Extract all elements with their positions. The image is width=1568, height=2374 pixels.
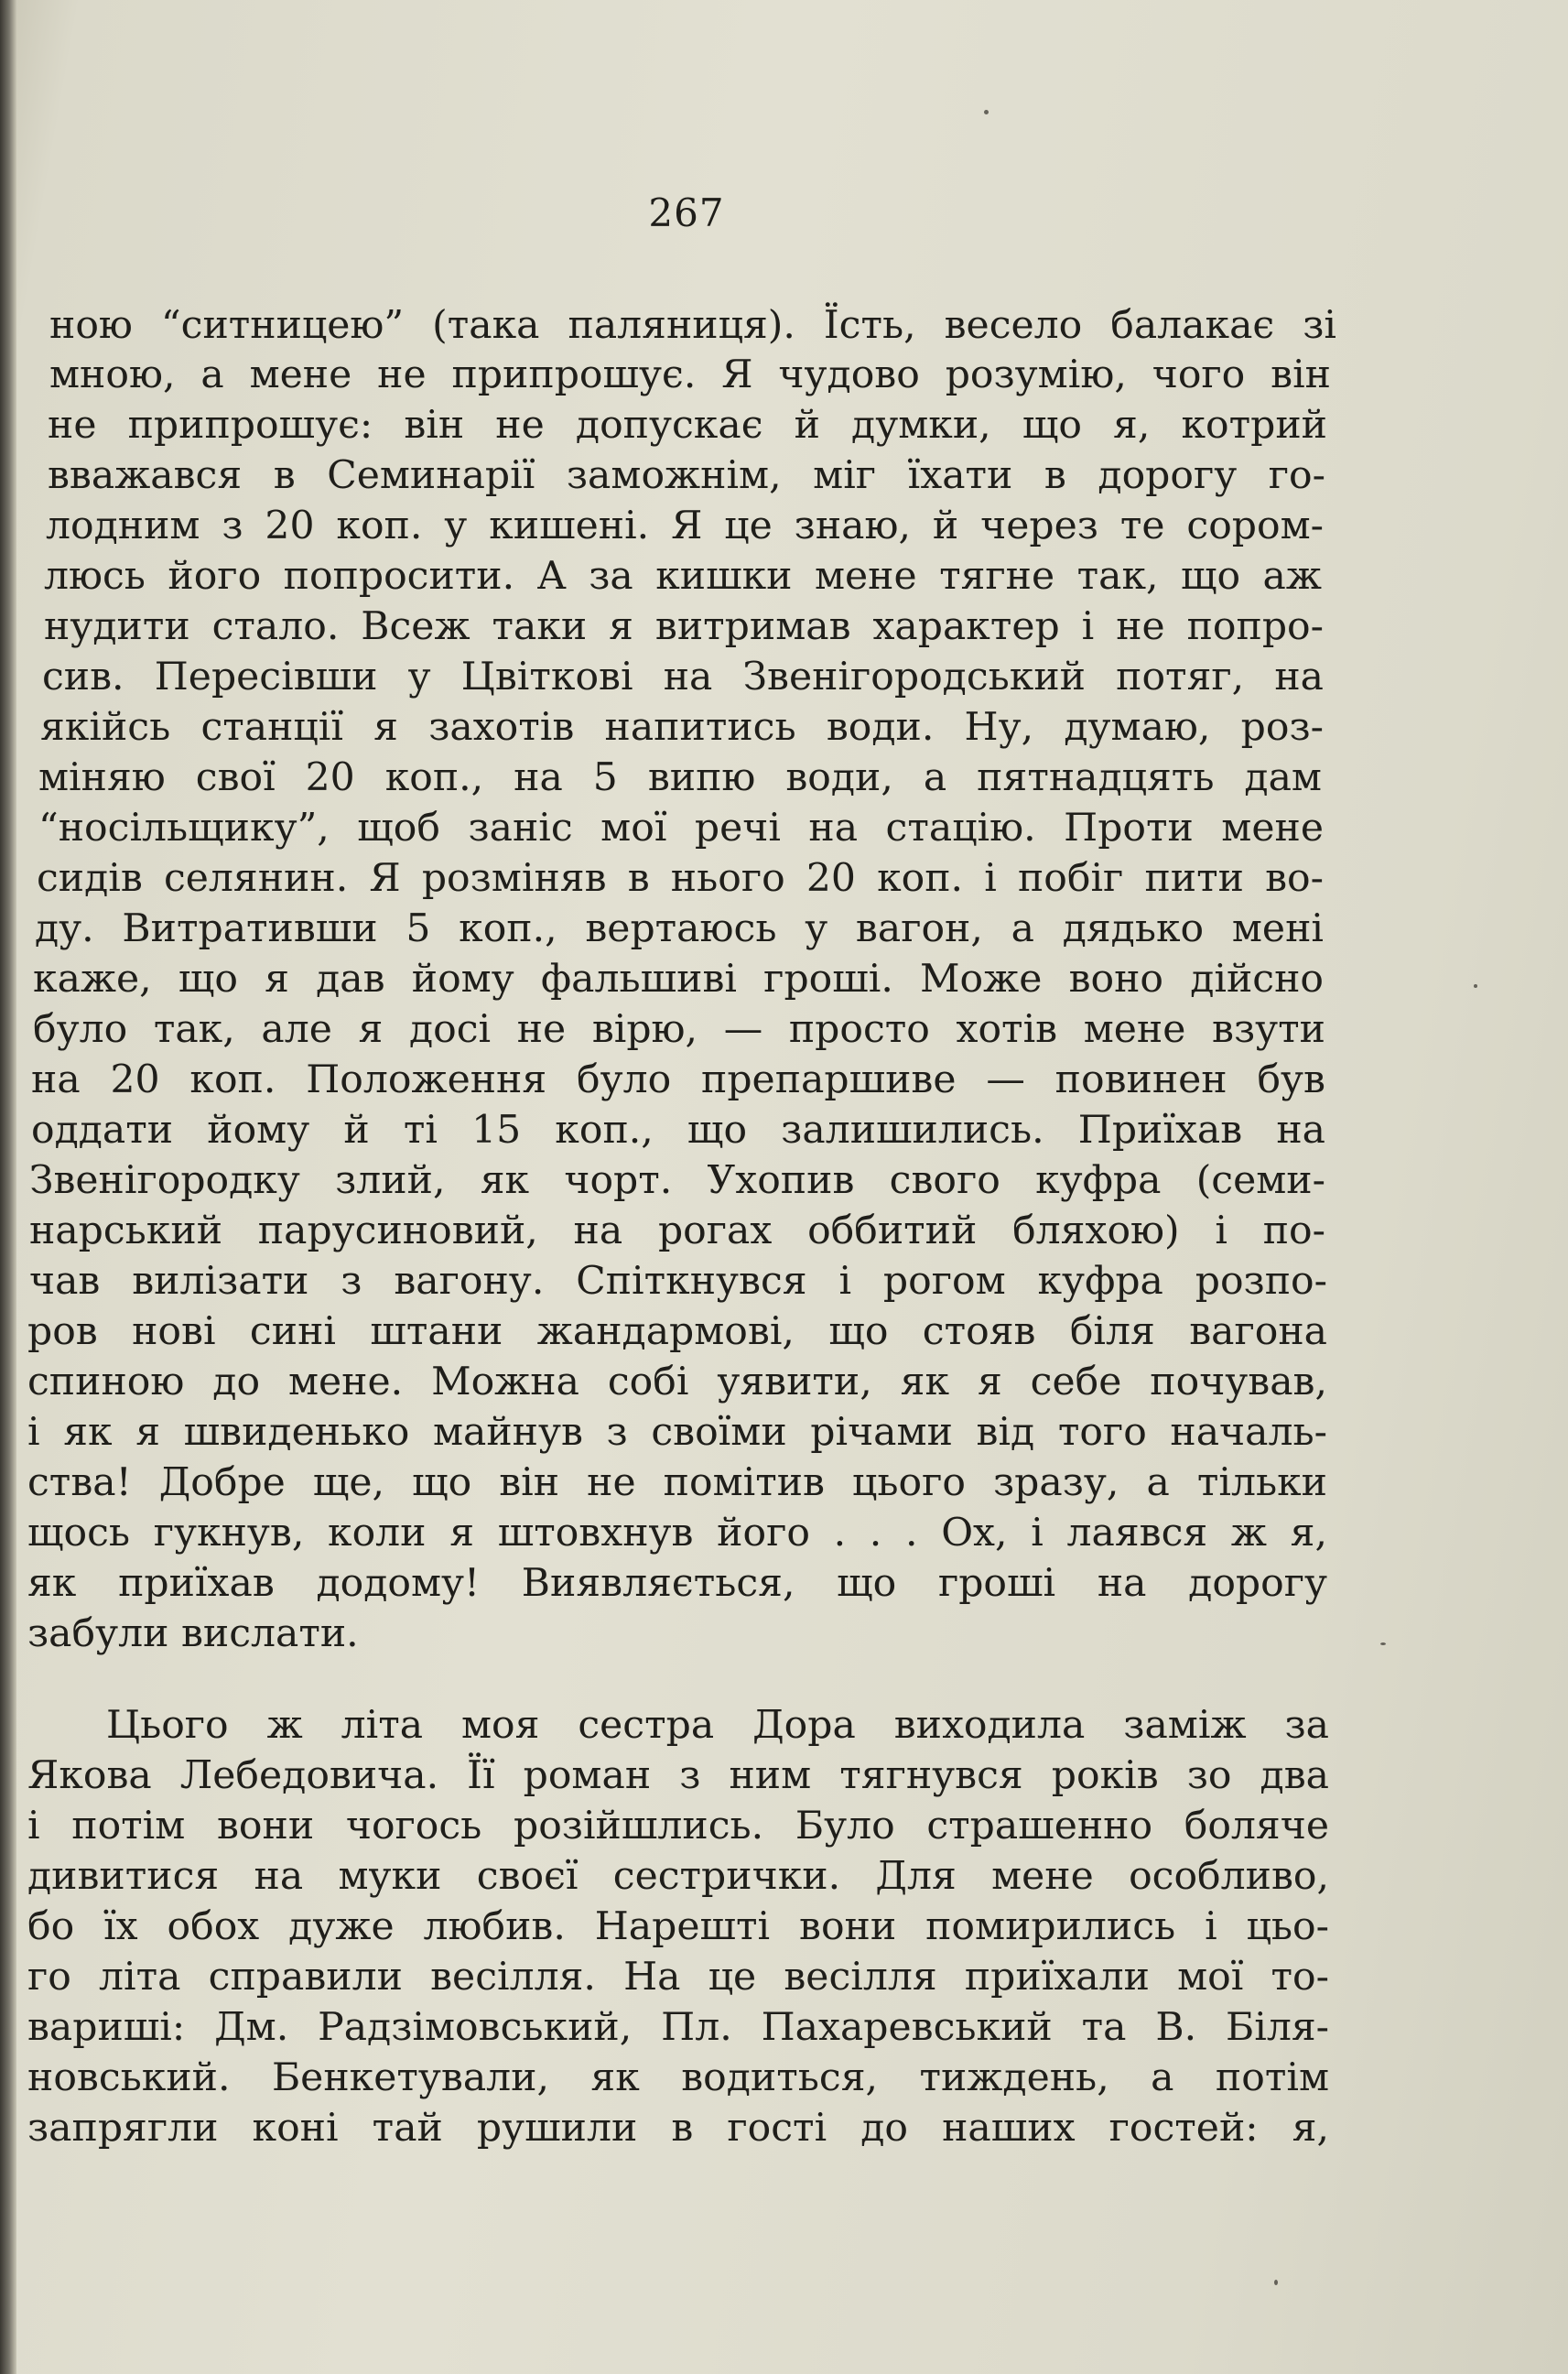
text-line: і як я швиденько майнув з своїми річами від того началь- — [27, 1410, 1327, 1455]
text-line: як приїхав додому! Виявляється, що гроші на дорогу — [27, 1561, 1327, 1606]
text-line: вариші: Дм. Радзімовський, Пл. Пахаревський та В. Біля- — [27, 2005, 1329, 2050]
text-line: бо їх обох дуже любив. Нарешті вони помирились і цьо- — [27, 1904, 1329, 1949]
text-line: вважався в Семинарії заможнім, міг їхати в дорогу го- — [48, 453, 1325, 498]
paper-speck — [1380, 1642, 1386, 1645]
text-line: каже, що я дав йому фальшиві гроші. Може воно дійсно — [33, 957, 1324, 1002]
text-line: на 20 коп. Положення було препаршиве — повинен був — [31, 1057, 1325, 1102]
text-line: сидів селянин. Я розміняв в нього 20 коп. і побіг пити во- — [37, 856, 1324, 901]
text-line: мною, а мене не припрошує. Я чудово розумію, чого він — [49, 352, 1331, 397]
text-line: сив. Пересівши у Цвіткові на Звенігородський потяг, на — [42, 655, 1324, 699]
text-line: го літа справили весілля. На це весілля приїхали мої то- — [27, 1955, 1329, 2000]
text-line: якійсь станції я захотів напитись води. Ну, думаю, роз- — [40, 705, 1324, 750]
text-line: було так, але я досі не вірю, — просто хотів мене взути — [33, 1007, 1325, 1052]
text-line: Цього ж літа моя сестра Дора виходила заміж за — [106, 1703, 1329, 1748]
page-number: 267 — [648, 190, 725, 235]
text-line: “носільщику”, щоб заніс мої речі на стацію. Проти мене — [38, 806, 1324, 851]
text-line: лодним з 20 коп. у кишені. Я це знаю, й через те сором- — [46, 504, 1324, 548]
text-line: міняю свої 20 коп., на 5 випю води, а пятнадцять дам — [38, 755, 1322, 800]
text-line: Звенігородку злий, як чорт. Ухопив свого куфра (семи- — [29, 1158, 1325, 1203]
text-line: ства! Добре ще, що він не помітив цього зразу, а тільки — [27, 1460, 1327, 1505]
text-line: спиною до мене. Можна собі уявити, як я себе почував, — [27, 1360, 1327, 1404]
text-line: ною “ситницею” (така паляниця). Їсть, весело балакає зі — [49, 303, 1336, 348]
paper-speck — [1474, 984, 1477, 988]
paper-speck — [1274, 2280, 1278, 2285]
text-line: забули вислати. — [27, 1611, 359, 1656]
text-line: оддати йому й ті 15 коп., що залишились. Приїхав на — [31, 1108, 1325, 1153]
text-line: не припрошує: він не допускає й думки, що я, котрий — [48, 403, 1327, 448]
text-line: і потім вони чогось розійшлись. Було страшенно боляче — [27, 1804, 1329, 1848]
text-line: нарський парусиновий, на рогах оббитий бляхою) і по- — [29, 1209, 1325, 1253]
text-line: ров нові сині штани жандармові, що стояв біля вагона — [27, 1309, 1327, 1354]
text-line: ду. Витративши 5 коп., вертаюсь у вагон, а дядько мені — [35, 906, 1324, 951]
text-line: нудити стало. Всеж таки я витримав характер і не попро- — [44, 604, 1324, 649]
text-line: новський. Бенкетували, як водиться, тиждень, а потім — [27, 2055, 1329, 2100]
text-line: люсь його попросити. А за кишки мене тягне так, що аж — [44, 554, 1322, 599]
text-line: щось гукнув, коли я штовхнув його . . . Ох, і лаявся ж я, — [27, 1511, 1327, 1556]
text-line: чав вилізати з вагону. Спіткнувся і рогом куфра розпо- — [29, 1259, 1327, 1304]
book-spine-shadow — [0, 0, 16, 2374]
text-line: Якова Лебедовича. Її роман з ним тягнувся років зо два — [27, 1753, 1329, 1798]
paper-speck — [984, 110, 989, 114]
text-line: дивитися на муки своєї сестрички. Для мене особливо, — [27, 1854, 1329, 1899]
text-line: запрягли коні тай рушили в гості до наших гостей: я, — [27, 2106, 1329, 2151]
